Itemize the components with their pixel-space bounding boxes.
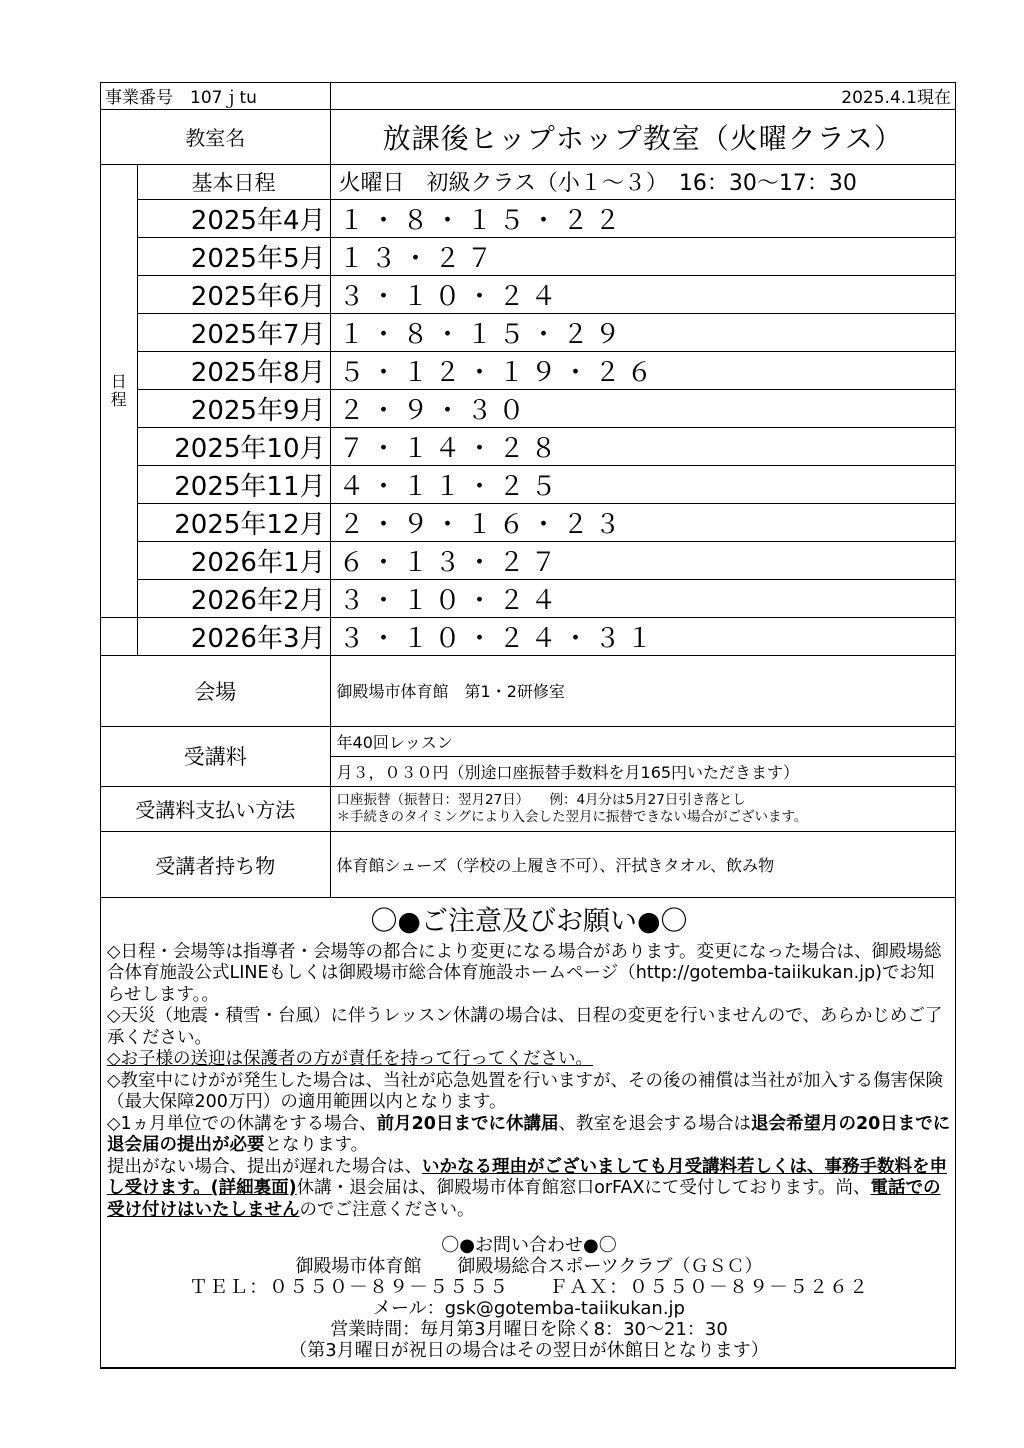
- month-days: ３・１０・２４: [330, 275, 955, 313]
- payment-line-2: ＊手続きのタイミングにより入会した翌月に振替できない場合がございます。: [336, 808, 808, 825]
- month-row: [101, 313, 955, 351]
- month-label: 2025年7月: [137, 313, 330, 351]
- month-row: [101, 199, 955, 237]
- contact-phone: ＴＥＬ：０５５０－８９－５５５５ ＦＡＸ：０５５０－８９－５２６２: [188, 1276, 869, 1298]
- month-row: [101, 541, 955, 579]
- month-label: 2025年12月: [137, 503, 330, 541]
- contact-holiday: （第3月曜日が祝日の場合はその翌日が休館日となります）: [289, 1340, 769, 1361]
- note-injury: ◇教室中にけがが発生した場合は、当社が応急処置を行いますが、その後の補償は当社が加入する傷害保険（最大保障200万円）の適用範囲以内となります。: [107, 1070, 943, 1112]
- month-days: １３・２７: [330, 237, 955, 275]
- belongings-label: 受講者持ち物: [101, 831, 330, 897]
- month-days: ７・１４・２８: [330, 427, 955, 465]
- month-days: ３・１０・２４・３１: [330, 617, 955, 655]
- month-label: 2025年10月: [137, 427, 330, 465]
- note-sub-c: 休講・退会届は、御殿場市体育館窓口orFAXにて受付しております。尚、: [296, 1178, 871, 1198]
- basic-schedule-value: 火曜日 初級クラス（小１～３） 16：30～17：30: [330, 164, 955, 199]
- month-row: [101, 579, 955, 617]
- belongings-row: [101, 831, 955, 897]
- program-number: 事業番号 107ｊtu: [101, 83, 330, 109]
- month-row: [101, 617, 955, 655]
- class-name-row: [101, 109, 955, 164]
- month-row: [101, 465, 955, 503]
- class-name-value: 放課後ヒップホップ教室（火曜クラス）: [330, 109, 955, 164]
- month-days: １・８・１５・２９: [330, 313, 955, 351]
- contact-email: メール：gsk@gotemba-taiikukan.jp: [373, 1298, 685, 1319]
- note-sub-a: 提出がない場合、提出が遅れた場合は、: [107, 1156, 422, 1177]
- month-row: [101, 275, 955, 313]
- contact-hours: 営業時間：毎月第3月曜日を除く8：30～21：30: [330, 1319, 728, 1340]
- note-leave-d: 退会希望月の20日までに退会届の提出が必要: [107, 1113, 951, 1155]
- month-row: [101, 351, 955, 389]
- schedule-side-text: 日 程: [110, 371, 127, 409]
- fee-lessons: 年40回レッスン: [330, 726, 955, 756]
- fee-amount: 月３，０３０円（別途口座振替手数料を月165円いただきます）: [330, 756, 955, 786]
- basic-schedule-label: 基本日程: [137, 164, 330, 199]
- as-of-date: 2025.4.1現在: [330, 83, 955, 109]
- month-days: ６・１３・２７: [330, 541, 955, 579]
- schedule-side-blank: [101, 617, 137, 655]
- month-days: ５・１２・１９・２６: [330, 351, 955, 389]
- month-label: 2025年9月: [137, 389, 330, 427]
- payment-row: [101, 786, 955, 831]
- month-label: 2025年5月: [137, 237, 330, 275]
- notes-row: [101, 897, 955, 1368]
- notes-cell: [101, 897, 955, 1368]
- note-sub-e: のでご注意ください。: [299, 1199, 475, 1220]
- venue-row: [101, 655, 955, 726]
- month-label: 2026年3月: [137, 617, 330, 655]
- note-leave: [107, 1114, 951, 1157]
- registration-sheet: [100, 82, 956, 1369]
- month-row: [101, 503, 955, 541]
- venue-label: 会場: [101, 655, 330, 726]
- schedule-side-label: [101, 164, 137, 617]
- month-row: [101, 427, 955, 465]
- payment-value: [330, 786, 955, 831]
- header-row: [101, 83, 955, 109]
- month-label: 2025年4月: [137, 199, 330, 237]
- month-label: 2026年1月: [137, 541, 330, 579]
- info-table: [101, 83, 955, 1368]
- note-sub-b: いかなる理由がございましても月受講料若しくは、事務手数料を申し受けます。(詳細裏面): [107, 1156, 947, 1198]
- month-days: １・８・１５・２２: [330, 199, 955, 237]
- month-label: 2025年6月: [137, 275, 330, 313]
- note-leave-c: 、教室を退会する場合は: [558, 1113, 751, 1134]
- month-label: 2025年11月: [137, 465, 330, 503]
- notes-title: 〇●ご注意及びお願い●〇: [370, 905, 688, 937]
- note-leave-e: となります。: [264, 1135, 369, 1155]
- month-label: 2026年2月: [137, 579, 330, 617]
- fee-row-1: [101, 726, 955, 756]
- month-row: [101, 389, 955, 427]
- month-row: [101, 237, 955, 275]
- note-disaster: ◇天災（地震・積雪・台風）に伴うレッスン休講の場合は、日程の変更を行いませんので、あらかじめご了承ください。: [107, 1006, 943, 1048]
- note-pickup: ◇お子様の送迎は保護者の方が責任を持って行ってください。: [107, 1049, 593, 1069]
- note-leave-a: ◇1ヵ月単位での休講をする場合、: [107, 1113, 377, 1134]
- month-days: ４・１１・２５: [330, 465, 955, 503]
- venue-value: 御殿場市体育館 第1・2研修室: [330, 655, 955, 726]
- month-days: ３・１０・２４: [330, 579, 955, 617]
- fee-label: 受講料: [101, 726, 330, 786]
- note-sub-d: 電話での受け付けはいたしません: [107, 1178, 941, 1220]
- payment-line-1: 口座振替（振替日：翌月27日） 例：4月分は5月27日引き落とし: [336, 791, 746, 808]
- note-submission: [107, 1157, 951, 1222]
- contact-org: 御殿場市体育館 御殿場総合スポーツクラブ（ＧＳＣ）: [295, 1256, 763, 1277]
- class-name-label: 教室名: [101, 109, 330, 164]
- belongings-value: 体育館シューズ（学校の上履き不可）、汗拭きタオル、飲み物: [330, 831, 955, 897]
- contact-title: 〇●お問い合わせ●〇: [441, 1235, 617, 1256]
- note-schedule-change: ◇日程・会場等は指導者・会場等の都合により変更になる場合があります。変更になった場合は、御殿場総合体育施設公式LINEもしくは御殿場市総合体育施設ホームページ（http://gotemba-taiikukan.jp)でお知らせします。。: [107, 941, 942, 1005]
- month-days: ２・９・３０: [330, 389, 955, 427]
- month-days: ２・９・１６・２３: [330, 503, 955, 541]
- basic-schedule-row: [101, 164, 955, 199]
- month-label: 2025年8月: [137, 351, 330, 389]
- payment-label: 受講料支払い方法: [101, 786, 330, 831]
- contact-block: [107, 1235, 951, 1361]
- note-leave-b: 前月20日までに休講届: [376, 1113, 559, 1134]
